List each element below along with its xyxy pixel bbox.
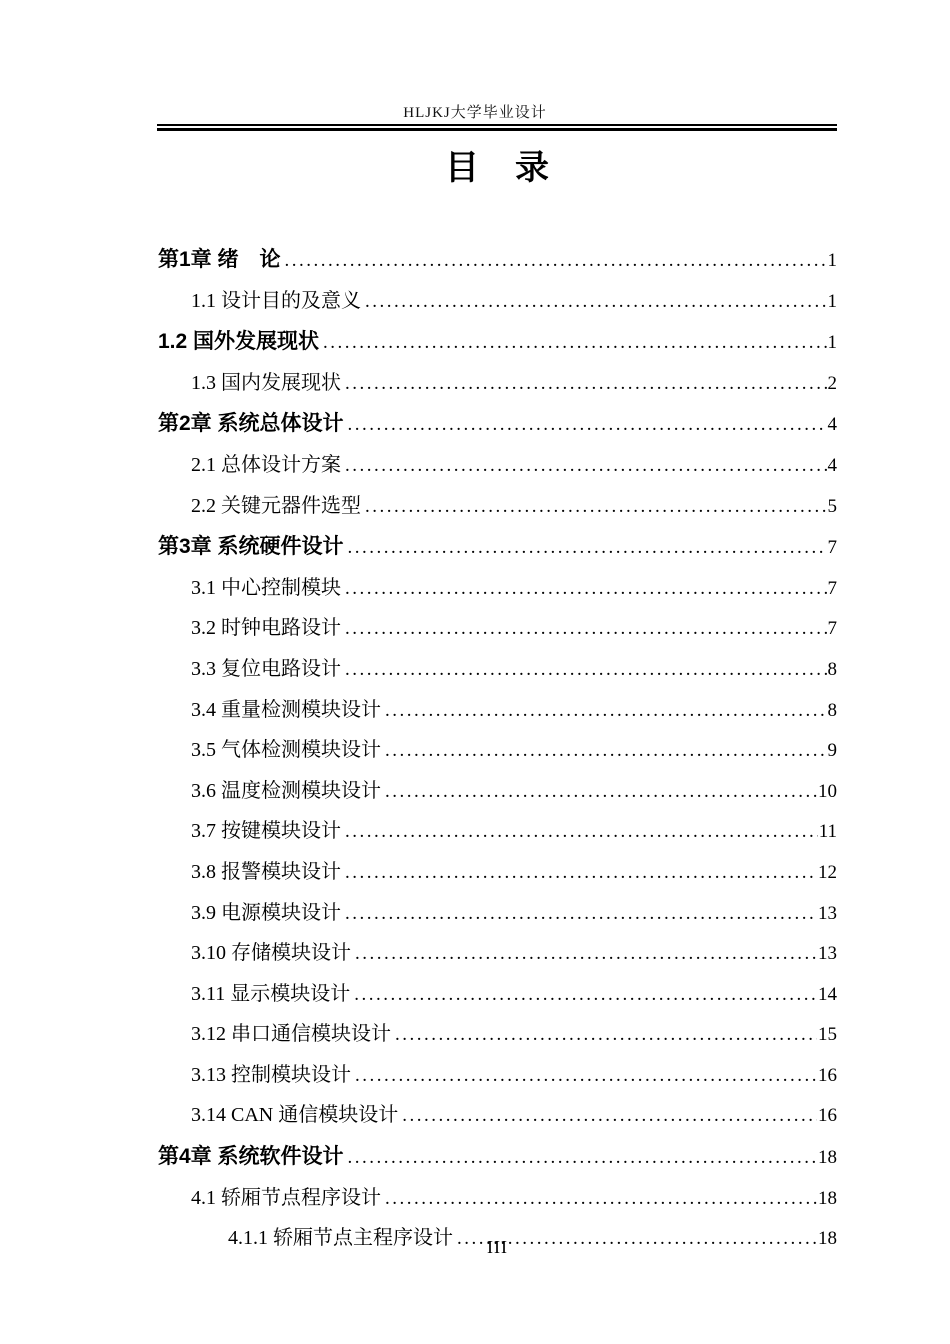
dot-leader [381, 691, 827, 732]
dot-leader [361, 487, 827, 528]
toc-entry-label: 1.1 设计目的及意义 [191, 289, 361, 312]
dot-leader [361, 282, 827, 323]
toc-entry-label: 3.3 复位电路设计 [191, 657, 341, 680]
toc-entry-label: 2.1 总体设计方案 [191, 453, 341, 476]
toc-entry-page-number: 1 [827, 290, 837, 312]
toc-entry-label: 第4章 系统软件设计 [158, 1145, 344, 1169]
toc-entry-page-number: 1 [827, 250, 837, 271]
dot-leader [341, 364, 827, 405]
toc-entry-page-number: 8 [827, 658, 837, 680]
toc-entry[interactable] [158, 1096, 837, 1137]
toc-entry-page-number: 7 [827, 618, 837, 640]
toc-entry[interactable] [158, 1056, 837, 1097]
dot-leader [341, 894, 817, 935]
toc-entry-label: 3.1 中心控制模块 [191, 576, 341, 599]
toc-entry-label: 3.7 按键模块设计 [191, 820, 341, 843]
toc-entry-page-number: 14 [818, 983, 837, 1005]
toc-entry[interactable] [158, 691, 837, 732]
toc-entry-page-number: 8 [827, 699, 837, 721]
toc-entry-page-number: 5 [827, 495, 837, 517]
dot-leader [381, 1179, 817, 1220]
toc-entry[interactable] [158, 487, 837, 528]
dot-leader [341, 609, 827, 650]
toc-entry[interactable] [158, 1015, 837, 1056]
toc-entry[interactable] [158, 731, 837, 772]
toc-entry-page-number: 11 [818, 821, 837, 843]
toc-entry[interactable] [158, 934, 837, 975]
toc-entry-page-number: 4 [827, 414, 837, 436]
dot-leader [341, 650, 827, 691]
dot-leader [344, 528, 827, 569]
toc-entry-label: 1.3 国内发展现状 [191, 371, 341, 394]
toc-entry-page-number: 18 [818, 1228, 837, 1250]
toc-entry-page-number: 2 [827, 372, 837, 394]
toc-entry[interactable] [158, 853, 837, 894]
toc-entry[interactable] [158, 609, 837, 650]
dot-leader [319, 323, 826, 364]
toc-entry-page-number: 7 [827, 577, 837, 599]
dot-leader [341, 853, 817, 894]
dot-leader [344, 405, 827, 446]
toc-entry-page-number: 4 [827, 454, 837, 476]
toc-entry-page-number: 18 [818, 1187, 837, 1209]
dot-leader [381, 731, 827, 772]
toc-entry-label: 3.9 电源模块设计 [191, 901, 341, 924]
toc-entry-page-number: 1 [827, 332, 837, 354]
page-title: 目 录 [445, 149, 550, 187]
toc-entry[interactable] [158, 282, 837, 323]
toc-entry-page-number: 18 [818, 1147, 837, 1169]
toc-entry-page-number: 7 [827, 537, 837, 559]
dot-leader [344, 1138, 817, 1179]
toc-entry-label: 3.8 报警模块设计 [191, 860, 341, 883]
toc-entry[interactable] [158, 322, 837, 364]
dot-leader [281, 241, 827, 282]
toc-entry-label: 3.6 温度检测模块设计 [191, 779, 381, 802]
toc-entry-page-number: 9 [827, 740, 837, 762]
toc-entry[interactable] [158, 364, 837, 405]
toc-entry-label: 3.4 重量检测模块设计 [191, 698, 381, 721]
toc-entry-label: 1.2 国外发展现状 [158, 330, 320, 354]
toc-entry-label: 2.2 关键元器件选型 [191, 494, 361, 517]
dot-leader [341, 446, 827, 487]
toc-entry[interactable] [158, 772, 837, 813]
toc-entry-page-number: 13 [818, 943, 837, 965]
toc-entry[interactable] [158, 650, 837, 691]
toc-entry[interactable] [158, 812, 837, 853]
header-double-rule [157, 124, 837, 131]
toc-entry[interactable] [158, 446, 837, 487]
dot-leader [341, 569, 827, 610]
toc-entry-page-number: 10 [818, 780, 837, 802]
dot-leader [398, 1096, 817, 1137]
toc-entry-label: 第3章 系统硬件设计 [158, 535, 344, 559]
toc-entry[interactable] [158, 240, 837, 282]
toc-entry-page-number: 16 [818, 1064, 837, 1086]
toc-entry[interactable] [158, 527, 837, 569]
toc-entry-page-number: 12 [818, 861, 837, 883]
toc-entry-page-number: 16 [818, 1105, 837, 1127]
dot-leader [351, 934, 817, 975]
toc-entry-label: 3.13 控制模块设计 [191, 1063, 351, 1086]
toc-entry-page-number: 13 [818, 902, 837, 924]
toc-entry-label: 3.14 CAN 通信模块设计 [191, 1104, 399, 1127]
dot-leader [381, 772, 817, 813]
footer-page-number: III [487, 1237, 508, 1257]
toc-entry[interactable] [158, 569, 837, 610]
dot-leader [351, 1056, 817, 1097]
dot-leader [341, 812, 818, 853]
toc-entry[interactable] [158, 1179, 837, 1220]
toc-entry-label: 3.5 气体检测模块设计 [191, 739, 381, 762]
toc-entry[interactable] [158, 894, 837, 935]
table-of-contents [158, 240, 837, 1260]
toc-entry-label: 第2章 系统总体设计 [158, 412, 344, 436]
running-header: HLJKJ大学毕业设计 [403, 105, 547, 121]
dot-leader [391, 1015, 817, 1056]
toc-entry-label: 4.1 轿厢节点程序设计 [191, 1186, 381, 1209]
toc-entry-label: 4.1.1 轿厢节点主程序设计 [228, 1227, 453, 1250]
toc-entry-label: 3.11 显示模块设计 [191, 982, 351, 1005]
toc-entry-label: 3.10 存储模块设计 [191, 942, 351, 965]
toc-entry-label: 3.2 时钟电路设计 [191, 617, 341, 640]
toc-entry[interactable] [158, 1137, 837, 1179]
dot-leader [350, 975, 817, 1016]
toc-entry[interactable] [158, 975, 837, 1016]
toc-entry[interactable] [158, 404, 837, 446]
toc-entry-label: 第1章 绪 论 [158, 248, 281, 271]
toc-entry-page-number: 15 [818, 1024, 837, 1046]
toc-entry-label: 3.12 串口通信模块设计 [191, 1023, 391, 1046]
